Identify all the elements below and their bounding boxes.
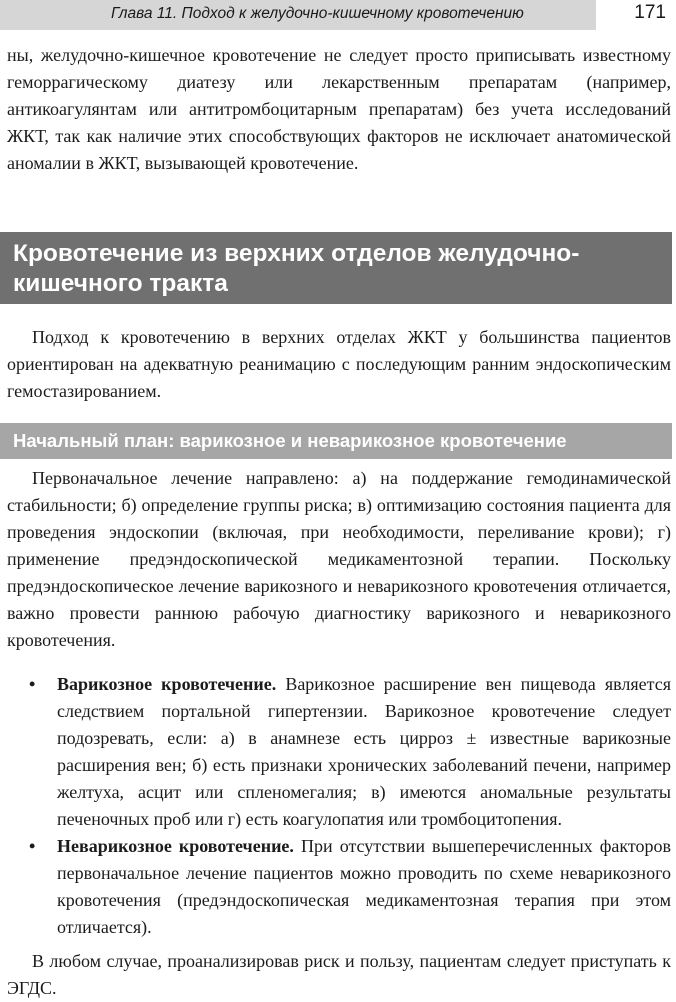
intro-paragraph: ны, желудочно-кишечное кровотечение не следует просто приписывать известному геморрагическому диатезу или лекарственным препаратам (например, антикоагулянтам или антитромбоцитарным препаратам) без учета исследований ЖКТ, так как наличие этих способствующих факторов не исключает анатомической аномалии в ЖКТ, вызывающей кровотечение. [7,45,671,173]
section-paragraph: Подход к кровотечению в верхних отделах ЖКТ у большинства пациентов ориентирован на адекватную реанимацию с последующим ранним эндоскопическим гемостазированием. [7,327,671,401]
bullet-marker: • [29,836,36,856]
bullet-marker: • [29,674,36,694]
section-heading: Кровотечение из верхних отделов желудочно-кишечного тракта [0,232,672,304]
bullet-term: Неварикозное кровотечение. [57,836,294,856]
subsection-paragraph: Первоначальное лечение направлено: а) на поддержание гемодинамической стабильности; б) определение группы риска; в) оптимизацию состояния пациента для проведения эндоскопии (включая, при необходимости, переливание крови); г) применение предэндоскопической медикаментозной терапии. Поскольку предэндоскопическое лечение варикозного и неварикозного кровотечения отличается, важно провести раннюю рабочую диагностику варикозного и неварикозного кровотечения. [7,468,671,650]
bullet-text: При отсутствии вышеперечисленных факторов первоначальное лечение пациентов можно проводить по схеме неварикозного кровотечения (предэндоскопическая медикаментозная терапия при этом отличается). [57,836,672,937]
subsection-heading: Начальный план: варикозное и неварикозное кровотечение [0,423,672,459]
page-number: 171 [634,2,666,23]
bullet-item-varicose [7,671,671,833]
closing-paragraph: В любом случае, проанализировав риск и пользу, пациентам следует приступать к ЭГДС. [7,951,671,998]
bullet-text: Варикозное расширение вен пищевода является следствием портальной гипертензии. Варикозное кровотечение следует подозревать, если: а) в анамнезе есть цирроз ± известные варикозные расширения вен; б) есть признаки хронических заболеваний печени, например желтуха, асцит или спленомегалия; в) имеются аномальные результаты печеночных проб или г) есть коагулопатия или тромбоцитопения. [57,674,671,829]
running-header [0,0,676,34]
bullet-term: Варикозное кровотечение. [57,674,277,694]
bullet-list [7,671,671,941]
bullet-item-nonvariceal [7,833,671,941]
chapter-title: Глава 11. Подход к желудочно-кишечному кровотечению [111,5,524,22]
